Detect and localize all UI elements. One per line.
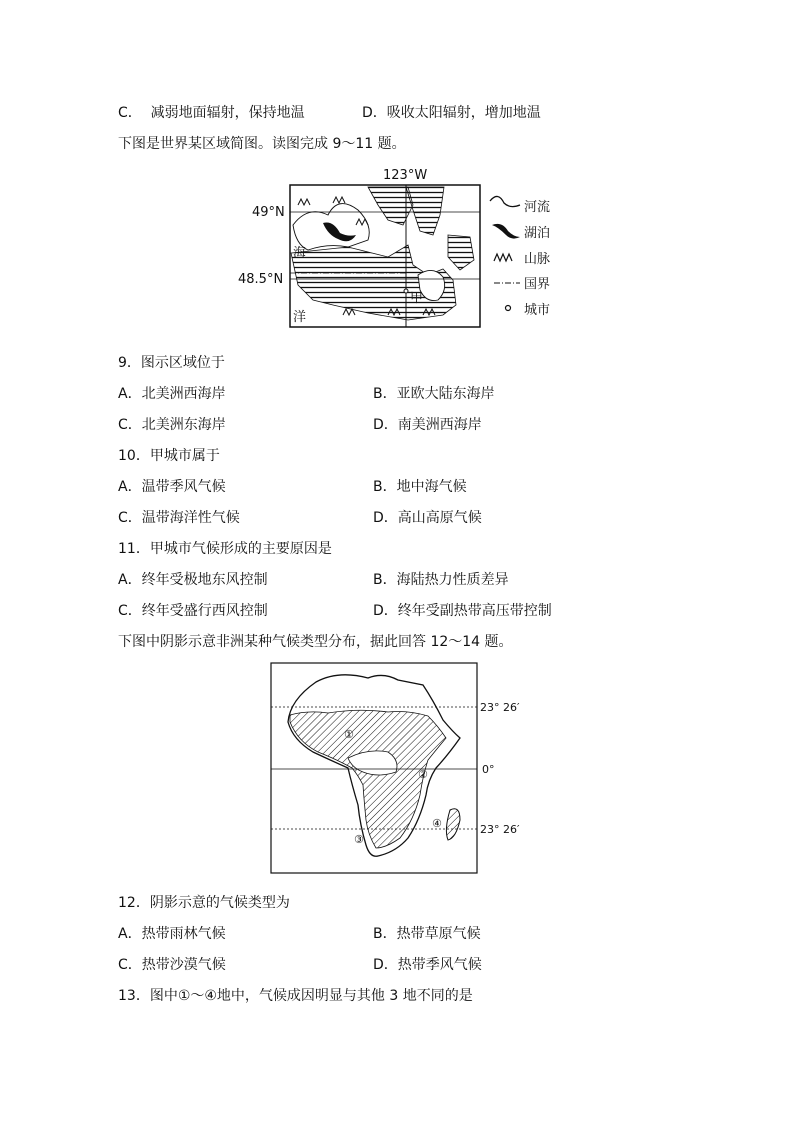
q9-stem: 9．图示区域位于 xyxy=(118,355,225,371)
q12-stem: 12．阴影示意的气候类型为 xyxy=(118,895,290,911)
q10-option-b: B．地中海气候 xyxy=(373,479,467,495)
marker-2: ② xyxy=(418,768,428,781)
q10-option-a: A．温带季风气候 xyxy=(118,479,226,495)
africa-map xyxy=(268,660,558,878)
q10-option-d: D．高山高原气候 xyxy=(373,510,482,526)
intro-9-11: 下图是世界某区域简图。读图完成 9～11 题。 xyxy=(118,136,406,152)
marker-4: ④ xyxy=(432,817,442,830)
sea-char-1: 海 xyxy=(293,246,307,261)
regional-map xyxy=(238,165,568,335)
map-legend xyxy=(490,196,550,318)
latitude-48-5-label: 48.5°N xyxy=(238,272,284,287)
longitude-label: 123°W xyxy=(383,168,428,183)
q11-option-b: B．海陆热力性质差异 xyxy=(373,572,509,588)
marker-3: ③ xyxy=(354,833,364,846)
marker-1: ① xyxy=(344,728,354,741)
q8-option-d: D．吸收太阳辐射，增加地温 xyxy=(362,105,541,121)
lat-equator-label: 0° xyxy=(482,763,495,776)
intro-12-14: 下图中阴影示意非洲某种气候类型分布，据此回答 12～14 题。 xyxy=(118,634,513,650)
q11-option-d: D．终年受副热带高压带控制 xyxy=(373,603,552,619)
legend-border: 国界 xyxy=(524,277,551,292)
mountain-legend-icon xyxy=(494,254,512,261)
q11-option-c: C．终年受盛行西风控制 xyxy=(118,603,268,619)
q12-option-a: A．热带雨林气候 xyxy=(118,926,226,942)
q10-stem: 10．甲城市属于 xyxy=(118,448,220,464)
legend-lake: 湖泊 xyxy=(524,226,551,241)
q11-stem: 11．甲城市气候形成的主要原因是 xyxy=(118,541,332,557)
city-jia-label: 甲 xyxy=(410,291,424,306)
legend-mountain: 山脉 xyxy=(524,252,551,267)
q12-option-d: D．热带季风气候 xyxy=(373,957,482,973)
lake-legend-icon xyxy=(492,224,520,239)
legend-city: 城市 xyxy=(524,303,551,318)
q13-stem: 13．图中①～④地中，气候成因明显与其他 3 地不同的是 xyxy=(118,988,473,1004)
q8-option-c: C． 减弱地面辐射，保持地温 xyxy=(118,105,305,121)
q12-option-c: C．热带沙漠气候 xyxy=(118,957,226,973)
city-legend-icon xyxy=(506,306,511,311)
lat-tropic-capricorn-label: 23° 26′ xyxy=(480,823,520,836)
q9-option-b: B．亚欧大陆东海岸 xyxy=(373,386,495,402)
q9-option-c: C．北美洲东海岸 xyxy=(118,417,226,433)
q9-option-d: D．南美洲西海岸 xyxy=(373,417,482,433)
lat-tropic-cancer-label: 23° 26′ xyxy=(480,701,520,714)
q10-option-c: C．温带海洋性气候 xyxy=(118,510,240,526)
legend-river: 河流 xyxy=(524,200,551,215)
q12-option-b: B．热带草原气候 xyxy=(373,926,481,942)
latitude-49-label: 49°N xyxy=(252,205,285,220)
river-legend-icon xyxy=(490,196,520,206)
sea-char-2: 洋 xyxy=(293,310,307,325)
q9-option-a: A．北美洲西海岸 xyxy=(118,386,226,402)
q11-option-a: A．终年受极地东风控制 xyxy=(118,572,268,588)
